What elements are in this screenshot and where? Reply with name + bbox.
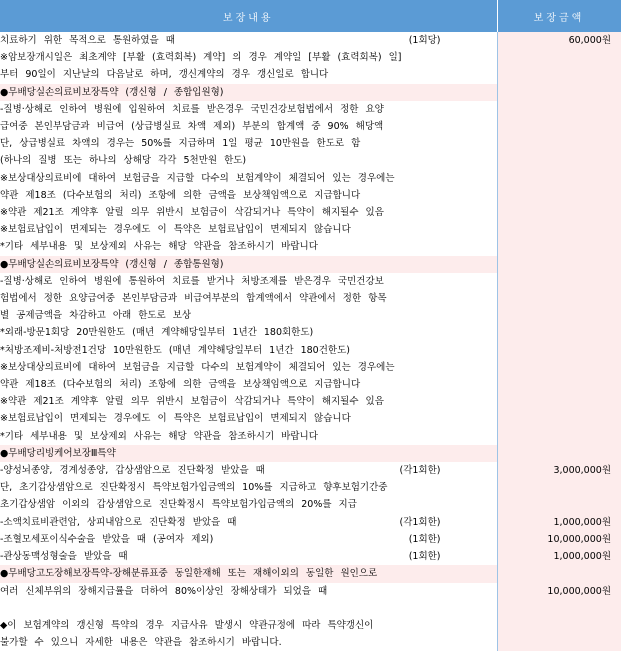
limit-note: (각1회한) bbox=[399, 465, 441, 477]
coverage-amount: 10,000,000원 bbox=[497, 531, 621, 548]
table-row bbox=[0, 152, 621, 169]
table-row bbox=[0, 221, 621, 238]
table-row bbox=[0, 376, 621, 393]
section-row bbox=[0, 565, 621, 582]
coverage-description bbox=[0, 238, 497, 255]
description-text: ●무배당실손의료비보장특약 (갱신형 / 종합입원형) bbox=[0, 86, 224, 98]
table-row bbox=[0, 238, 621, 255]
table-row bbox=[0, 479, 621, 496]
description-text: -소액치료비관련암, 상피내암으로 진단확정 받았을 때 bbox=[0, 516, 237, 528]
coverage-amount bbox=[497, 359, 621, 376]
description-text: ※보상대상의료비에 대하여 보험금을 지급할 다수의 보험계약이 체결되어 있는 경우에는 bbox=[0, 172, 395, 184]
coverage-amount bbox=[497, 617, 621, 634]
coverage-amount bbox=[497, 49, 621, 66]
coverage-description bbox=[0, 32, 497, 49]
description-text: *처방조제비-처방전1건당 10만원한도 (매년 계약해당일부터 1년간 180건한도) bbox=[0, 344, 350, 356]
coverage-description bbox=[0, 462, 497, 479]
table-row bbox=[0, 428, 621, 445]
description-text: -조혈모세포이식수술을 받았을 때 (공여자 제외) bbox=[0, 533, 214, 545]
description-text: ◆이 보험계약의 갱신형 특약의 경우 지급사유 발생시 약관규정에 따라 특약갱신이 bbox=[0, 619, 374, 631]
description-text: 초기갑상샘암 이외의 갑상샘암으로 진단확정시 특약보험가입금액의 20%를 지급 bbox=[0, 499, 357, 511]
description-text: -질병·상해로 인하여 병원에 통원하여 치료를 받거나 처방조제를 받은경우 국민건강보 bbox=[0, 275, 384, 287]
coverage-amount: 60,000원 bbox=[497, 32, 621, 49]
coverage-description bbox=[0, 135, 497, 152]
coverage-description bbox=[0, 445, 497, 462]
description-text: 치료하기 위한 목적으로 통원하였을 때 bbox=[0, 35, 175, 46]
header-coverage-content: 보장내용 bbox=[0, 0, 497, 32]
coverage-description bbox=[0, 187, 497, 204]
table-row bbox=[0, 170, 621, 187]
description-text: ●무배당실손의료비보장특약 (갱신형 / 종합통원형) bbox=[0, 258, 224, 270]
description-text: -양성뇌종양, 경계성종양, 갑상샘암으로 진단확정 받았을 때 bbox=[0, 465, 265, 477]
table-row bbox=[0, 324, 621, 341]
coverage-amount bbox=[497, 290, 621, 307]
table-row bbox=[0, 307, 621, 324]
coverage-description bbox=[0, 307, 497, 324]
limit-note: (각1회한) bbox=[399, 516, 441, 528]
coverage-amount bbox=[497, 496, 621, 513]
coverage-amount bbox=[497, 238, 621, 255]
coverage-description bbox=[0, 634, 497, 651]
table-row bbox=[0, 49, 621, 66]
table-row bbox=[0, 531, 621, 548]
table-row bbox=[0, 617, 621, 634]
coverage-amount bbox=[497, 101, 621, 118]
coverage-description bbox=[0, 428, 497, 445]
coverage-amount bbox=[497, 273, 621, 290]
coverage-description bbox=[0, 479, 497, 496]
table-row bbox=[0, 135, 621, 152]
description-text: *기타 세부내용 및 보상제외 사유는 해당 약관을 참조하시기 바랍니다 bbox=[0, 430, 318, 442]
coverage-amount bbox=[497, 393, 621, 410]
table-row bbox=[0, 204, 621, 221]
table-row bbox=[0, 187, 621, 204]
coverage-description bbox=[0, 290, 497, 307]
section-row bbox=[0, 256, 621, 273]
coverage-description bbox=[0, 600, 497, 617]
coverage-description bbox=[0, 49, 497, 66]
coverage-amount bbox=[497, 152, 621, 169]
coverage-description bbox=[0, 204, 497, 221]
coverage-amount bbox=[497, 600, 621, 617]
coverage-description bbox=[0, 101, 497, 118]
table-row bbox=[0, 101, 621, 118]
table-row bbox=[0, 496, 621, 513]
description-text: ●무배당리빙케어보장Ⅲ특약 bbox=[0, 447, 116, 459]
description-text: 약관 제18조 (다수보험의 처리) 조항에 의한 금액을 보상책임액으로 지급합니다 bbox=[0, 189, 361, 201]
description-text: -관상동맥성형술을 받았을 때 bbox=[0, 551, 128, 563]
description-text: 별 공제금액을 차감하고 아래 한도로 보상 bbox=[0, 310, 192, 322]
table-row bbox=[0, 290, 621, 307]
coverage-amount bbox=[497, 324, 621, 341]
description-text: ●무배당고도장해보장특약-장해분류표중 동일한재해 또는 재해이외의 동일한 원인으로 bbox=[0, 568, 378, 580]
table-row bbox=[0, 273, 621, 290]
description-text: *기타 세부내용 및 보상제외 사유는 해당 약관을 참조하시기 바랍니다 bbox=[0, 241, 318, 253]
coverage-amount bbox=[497, 221, 621, 238]
coverage-description bbox=[0, 84, 497, 101]
description-text: ※보상대상의료비에 대하여 보험금을 지급할 다수의 보험계약이 체결되어 있는 경우에는 bbox=[0, 361, 395, 373]
coverage-description bbox=[0, 273, 497, 290]
coverage-amount bbox=[497, 135, 621, 152]
coverage-amount bbox=[497, 376, 621, 393]
coverage-amount bbox=[497, 84, 621, 101]
description-text: 단, 상급병실료 차액의 경우는 50%를 지급하며 1일 평균 10만원을 한도로 함 bbox=[0, 138, 361, 150]
coverage-amount bbox=[497, 118, 621, 135]
coverage-description bbox=[0, 393, 497, 410]
table-row bbox=[0, 600, 621, 617]
coverage-amount bbox=[497, 342, 621, 359]
coverage-description bbox=[0, 565, 497, 582]
description-text: 불가할 수 있으니 자세한 내용은 약관을 참조하시기 바랍니다. bbox=[0, 637, 282, 649]
limit-note: (1회당) bbox=[408, 35, 441, 46]
coverage-amount: 10,000,000원 bbox=[497, 583, 621, 600]
coverage-amount bbox=[497, 66, 621, 83]
coverage-description bbox=[0, 359, 497, 376]
coverage-description bbox=[0, 617, 497, 634]
coverage-description bbox=[0, 410, 497, 427]
coverage-description bbox=[0, 118, 497, 135]
coverage-amount bbox=[497, 479, 621, 496]
table-row bbox=[0, 118, 621, 135]
coverage-description bbox=[0, 548, 497, 565]
coverage-amount bbox=[497, 204, 621, 221]
header-coverage-amount: 보장금액 bbox=[497, 0, 621, 32]
table-header-row bbox=[0, 0, 621, 32]
coverage-amount bbox=[497, 445, 621, 462]
coverage-description bbox=[0, 531, 497, 548]
coverage-amount bbox=[497, 634, 621, 651]
description-text: ※보험료납입이 면제되는 경우에도 이 특약은 보험료납입이 면제되지 않습니다 bbox=[0, 224, 351, 236]
description-text: 여러 신체부위의 장해지급률을 더하여 80%이상인 장해상태가 되었을 때 bbox=[0, 585, 328, 597]
description-text: ※약관 제21조 계약후 알릴 의무 위반시 보험금이 삭감되거나 특약이 해지될수 있음 bbox=[0, 207, 384, 219]
table-row bbox=[0, 634, 621, 651]
coverage-amount: 1,000,000원 bbox=[497, 548, 621, 565]
table-row bbox=[0, 548, 621, 565]
coverage-description bbox=[0, 324, 497, 341]
coverage-amount: 3,000,000원 bbox=[497, 462, 621, 479]
coverage-description bbox=[0, 514, 497, 531]
description-text: *외래-방문1회당 20만원한도 (매년 계약해당일부터 1년간 180회한도) bbox=[0, 327, 314, 339]
limit-note: (1회한) bbox=[408, 551, 441, 563]
table-row bbox=[0, 583, 621, 600]
coverage-description bbox=[0, 342, 497, 359]
table-row bbox=[0, 393, 621, 410]
coverage-description bbox=[0, 376, 497, 393]
table-row bbox=[0, 359, 621, 376]
coverage-description bbox=[0, 583, 497, 600]
limit-note: (1회한) bbox=[408, 533, 441, 545]
table-row bbox=[0, 32, 621, 49]
coverage-amount bbox=[497, 256, 621, 273]
description-text: 부터 90일이 지난날의 다음날로 하며, 갱신계약의 경우 갱신일로 합니다 bbox=[0, 69, 329, 81]
coverage-amount bbox=[497, 565, 621, 582]
section-row bbox=[0, 445, 621, 462]
coverage-description bbox=[0, 221, 497, 238]
table-body bbox=[0, 32, 621, 651]
table-row bbox=[0, 342, 621, 359]
description-text: ※보험료납입이 면제되는 경우에도 이 특약은 보험료납입이 면제되지 않습니다 bbox=[0, 413, 351, 425]
coverage-amount bbox=[497, 187, 621, 204]
description-text: 단, 초기갑상샘암으로 진단확정시 특약보험가입금액의 10%를 지급하고 향후보험기간중 bbox=[0, 482, 388, 494]
coverage-amount bbox=[497, 307, 621, 324]
coverage-description bbox=[0, 152, 497, 169]
description-text: ※암보장개시일은 최초계약 [부활 (효력회복) 계약] 의 경우 계약일 [부활 (효력회복) 일] bbox=[0, 52, 402, 64]
coverage-amount bbox=[497, 428, 621, 445]
description-text: 험법에서 정한 요양급여중 본인부담금과 비급여부분의 합계액에서 약관에서 정한 항목 bbox=[0, 293, 387, 305]
section-row bbox=[0, 84, 621, 101]
table-row bbox=[0, 410, 621, 427]
coverage-amount bbox=[497, 410, 621, 427]
description-text: 급여중 본인부담금과 비급여 (상급병실료 차액 제외) 부분의 합계액 중 90% 해당액 bbox=[0, 121, 384, 133]
description-text: ※약관 제21조 계약후 알릴 의무 위반시 보험금이 삭감되거나 특약이 해지될수 있음 bbox=[0, 396, 384, 408]
coverage-description bbox=[0, 170, 497, 187]
description-text: -질병·상해로 인하여 병원에 입원하여 치료를 받은경우 국민건강보험법에서 정한 요양 bbox=[0, 103, 384, 115]
coverage-description bbox=[0, 256, 497, 273]
coverage-description bbox=[0, 496, 497, 513]
table-row bbox=[0, 462, 621, 479]
coverage-description bbox=[0, 66, 497, 83]
coverage-amount: 1,000,000원 bbox=[497, 514, 621, 531]
coverage-amount bbox=[497, 170, 621, 187]
description-text: 약관 제18조 (다수보험의 처리) 조항에 의한 금액을 보상책임액으로 지급합니다 bbox=[0, 379, 361, 391]
table-row bbox=[0, 514, 621, 531]
description-text: (하나의 질병 또는 하나의 상해당 각각 5천만원 한도) bbox=[0, 155, 247, 167]
table-row bbox=[0, 66, 621, 83]
